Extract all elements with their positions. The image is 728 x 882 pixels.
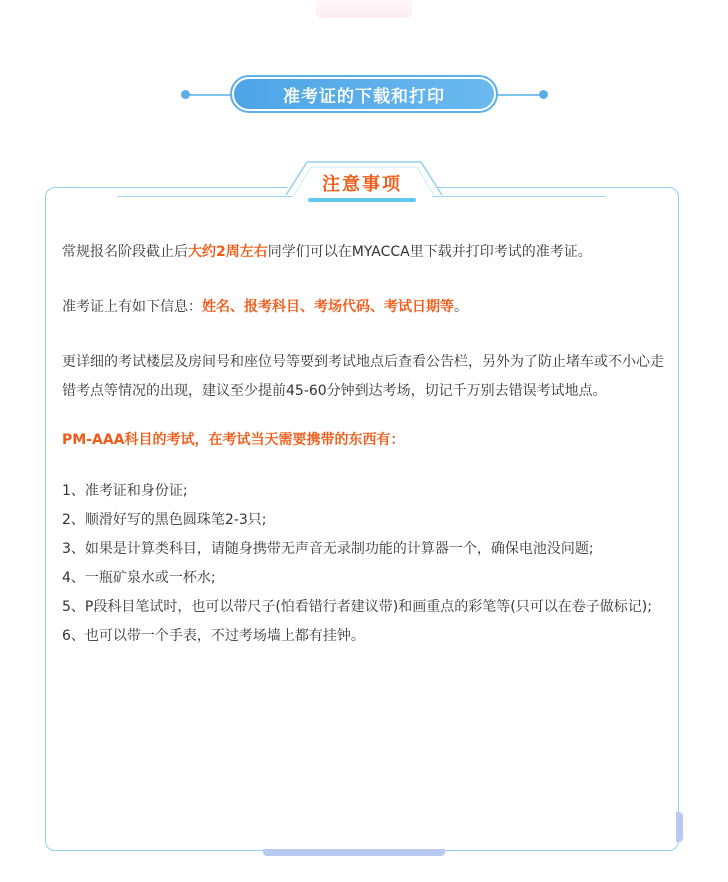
para2-highlight: 姓名、报考科目、考场代码、考试日期等 — [202, 299, 454, 315]
card-deco-line-left — [118, 196, 293, 197]
heading-dot-right — [539, 90, 548, 99]
heading-dot-left — [181, 90, 190, 99]
notice-title-underline — [308, 198, 416, 202]
top-decoration — [316, 0, 412, 18]
paragraph-download-time — [62, 238, 666, 267]
para1-text-after: 同学们可以在MYACCA里下载并打印考试的准考证。 — [267, 244, 592, 260]
paragraph-arrival-advice: 更详细的考试楼层及房间号和座位号等要到考试地点后查看公告栏，另外为了防止堵车或不小心走错考点等情况的出现，建议至少提前45-60分钟到达考场，切记千万别去错误考试地点。 — [62, 354, 664, 399]
heading-pill — [230, 75, 498, 113]
items-heading: PM-AAA科目的考试，在考试当天需要携带的东西有： — [62, 432, 405, 448]
para1-highlight: 大约2周左右 — [188, 244, 268, 260]
list-item: 6、也可以带一个手表，不过考场墙上都有挂钟。 — [62, 628, 365, 644]
card-shadow-bottom — [263, 849, 445, 856]
notice-title: 注意事项 — [322, 174, 402, 195]
list-item: 3、如果是计算类科目，请随身携带无声音无录制功能的计算器一个，确保电池没问题; — [62, 541, 594, 557]
heading-line-right — [494, 94, 544, 96]
paragraph-admission-info — [62, 293, 666, 322]
para1-text-before: 常规报名阶段截止后 — [62, 244, 188, 260]
heading-line-left — [185, 94, 235, 96]
list-item: 4、一瓶矿泉水或一杯水; — [62, 570, 216, 586]
section-heading-text: 准考证的下载和打印 — [234, 79, 494, 109]
list-item: 5、P段科目笔试时，也可以带尺子(怕看错行者建议带)和画重点的彩笔等(只可以在卷子做标记); — [62, 599, 652, 615]
para2-text-after: 。 — [454, 299, 468, 315]
para2-text-before: 准考证上有如下信息： — [62, 299, 202, 315]
card-deco-line-right — [432, 196, 606, 197]
card-shadow-right — [676, 812, 683, 842]
list-item: 2、顺滑好写的黑色圆珠笔2-3只; — [62, 512, 267, 528]
notice-content — [62, 238, 666, 651]
list-item: 1、准考证和身份证; — [62, 483, 188, 499]
